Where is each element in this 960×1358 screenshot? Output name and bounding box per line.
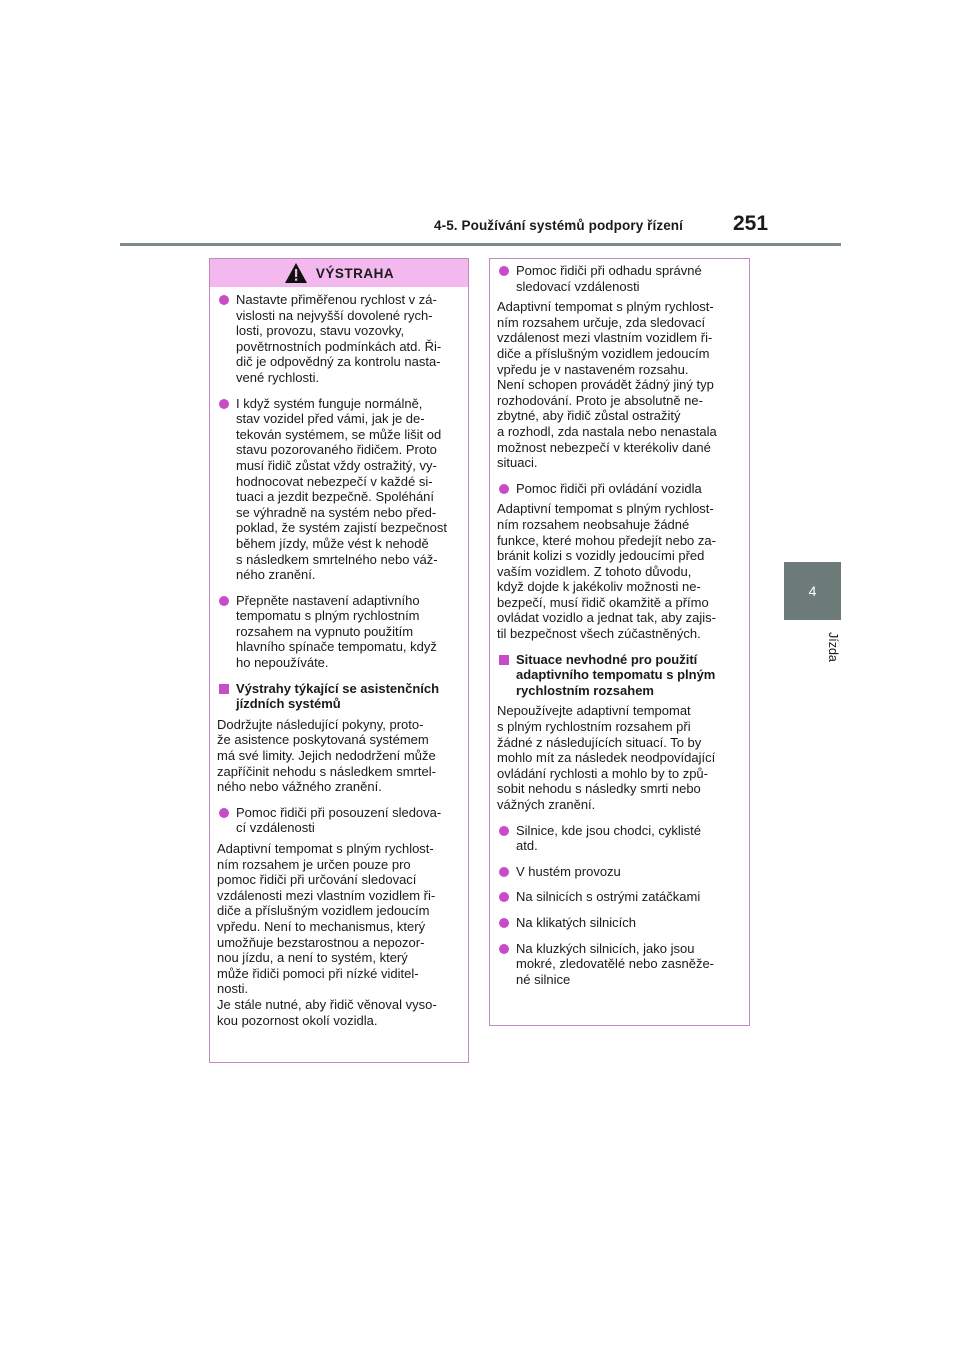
bullet-dot-icon <box>499 484 509 494</box>
bullet-text: Pomoc řidiči při odhadu správné sledovací vzdálenosti <box>516 263 702 294</box>
section-heading <box>217 681 461 712</box>
warning-box-continued <box>489 258 750 1026</box>
bullet-dot-icon <box>219 808 229 818</box>
bullet-text: Na silnicích s ostrými zatáčkami <box>516 889 701 905</box>
bullet-text: Na kluzkých silnicích, jako jsou mokré, zledovatělé nebo zasněže- né silnice <box>516 940 715 987</box>
bullet-dot-icon <box>219 596 229 606</box>
bullet-text: Pomoc řidiči při ovládání vozidla <box>516 480 702 496</box>
warning-header <box>210 259 468 287</box>
list-item <box>217 396 461 583</box>
bullet-dot-icon <box>219 295 229 305</box>
bullet-text: Nastavte přiměřenou rychlost v zá- vislosti na nejvyšší dovolené rych- losti, provozu, stavu vozovky, povětrnostních podmínkách atd. Ři- dič je odpovědný za kontrolu nasta- vené rychlosti. <box>236 292 442 385</box>
list-item <box>497 915 742 931</box>
bullet-text: V hustém provozu <box>516 863 621 879</box>
list-item <box>497 823 742 854</box>
header-divider <box>120 243 841 246</box>
paragraph: Adaptivní tempomat s plným rychlost- ním rozsahem neobsahuje žádné funkce, které mohou předejít nebo za- bránit kolizi s vozidly jedoucími před vaším vozidlem. Z tohoto důvodu, když dojde k jakékoliv možnosti ne- bezpečí, musí řidič okamžitě a přímo ovládat vozidlo a jednat tak, aby zajis- til bezpečnost všech zúčastněných. <box>497 501 716 642</box>
paragraph: Adaptivní tempomat s plným rychlost- ním rozsahem je určen pouze pro pomoc řidiči při určování sledovací vzdálenosti mezi vlastním vozidlem ři- diče a příslušným vozidlem jedoucím vpředu. Není to mechanismus, který umožňuje bezstarostnou a nepozor- nou jízdu, a není to systém, který může řidiči pomoci při nízké viditel- nosti. Je stále nutné, aby řidič věnoval vyso- kou pozornost okolí vozidla. <box>217 841 437 1028</box>
bullet-text: Pomoc řidiči při posouzení sledova- cí vzdálenosti <box>236 804 442 836</box>
warning-box <box>209 258 469 1063</box>
warning-title: VÝSTRAHA <box>315 265 395 281</box>
chapter-tab[interactable] <box>784 562 841 620</box>
list-item <box>217 292 461 386</box>
heading-text: Situace nevhodné pro použití adaptivního tempomatu s plným rychlostním rozsahem <box>516 651 716 698</box>
list-item <box>497 941 742 988</box>
bullet-dot-icon <box>499 944 509 954</box>
bullet-text: I když systém funguje normálně, stav vozidel před vámi, jak je de- tekován systémem, se může lišit od stavu pozorovaného řidičem. Proto musí řidič zůstat vždy ostražitý, vy- hodnocovat nebezpečí v každé si- tuaci a jezdit bezpečně. Spoléhání se výhradně na systém nebo před- poklad, že systém zajistí bezpečnost během jízdy, může vést k nehodě s následkem smrtelného nebo váž- ného zranění. <box>236 395 447 583</box>
heading-text: Výstrahy týkající se asistenčních jízdních systémů <box>236 680 440 712</box>
section-title: 4-5. Používání systémů podpory řízení <box>434 218 684 233</box>
bullet-dot-icon <box>499 892 509 902</box>
paragraph: Nepoužívejte adaptivní tempomat s plným rychlostním rozsahem při žádné z následujících situací. To by mohlo mít za následek neodpovídající ovládání rychlosti a mohlo by to způ- sobit nehodu s následky smrti nebo vážných zranění. <box>497 703 716 812</box>
page-number: 251 <box>733 212 769 235</box>
list-item <box>497 864 742 880</box>
square-bullet-icon <box>219 684 229 694</box>
paragraph: Adaptivní tempomat s plným rychlost- ním rozsahem určuje, zda sledovací vzdálenost mezi vlastním vozidlem ři- diče a příslušným vozidlem jedoucím vpředu je v nastaveném rozsahu. Není schopen provádět žádný jiný typ rozhodování. Proto je absolutně ne- zbytné, aby řidič zůstal ostražitý a rozhodl, zda nastala nebo nenastala možnost nebezpečí v kterékoliv dané situaci. <box>497 299 717 471</box>
square-bullet-icon <box>499 655 509 665</box>
list-item <box>497 263 742 294</box>
list-item <box>497 889 742 905</box>
bullet-dot-icon <box>499 867 509 877</box>
warning-triangle-icon <box>284 262 308 284</box>
chapter-label: Jízda <box>826 632 840 662</box>
bullet-text: Silnice, kde jsou chodci, cyklisté atd. <box>516 822 701 854</box>
list-item <box>217 593 461 671</box>
list-item <box>497 481 742 497</box>
bullet-text: Na klikatých silnicích <box>516 914 636 930</box>
list-item <box>217 805 461 836</box>
bullet-dot-icon <box>499 826 509 836</box>
bullet-dot-icon <box>219 399 229 409</box>
paragraph: Dodržujte následující pokyny, proto- že asistence poskytovaná systémem má své limity. Jejich nedodržení může zapříčinit nehodu s následkem smrtel- ného nebo vážného zranění. <box>217 716 436 795</box>
bullet-dot-icon <box>499 266 509 276</box>
chapter-number: 4 <box>808 583 817 599</box>
bullet-dot-icon <box>499 918 509 928</box>
bullet-text: Přepněte nastavení adaptivního tempomatu s plným rychlostním rozsahem na vypnuto použitím hlavního spínače tempomatu, když ho nepoužíváte. <box>236 592 437 671</box>
section-heading <box>497 652 742 699</box>
